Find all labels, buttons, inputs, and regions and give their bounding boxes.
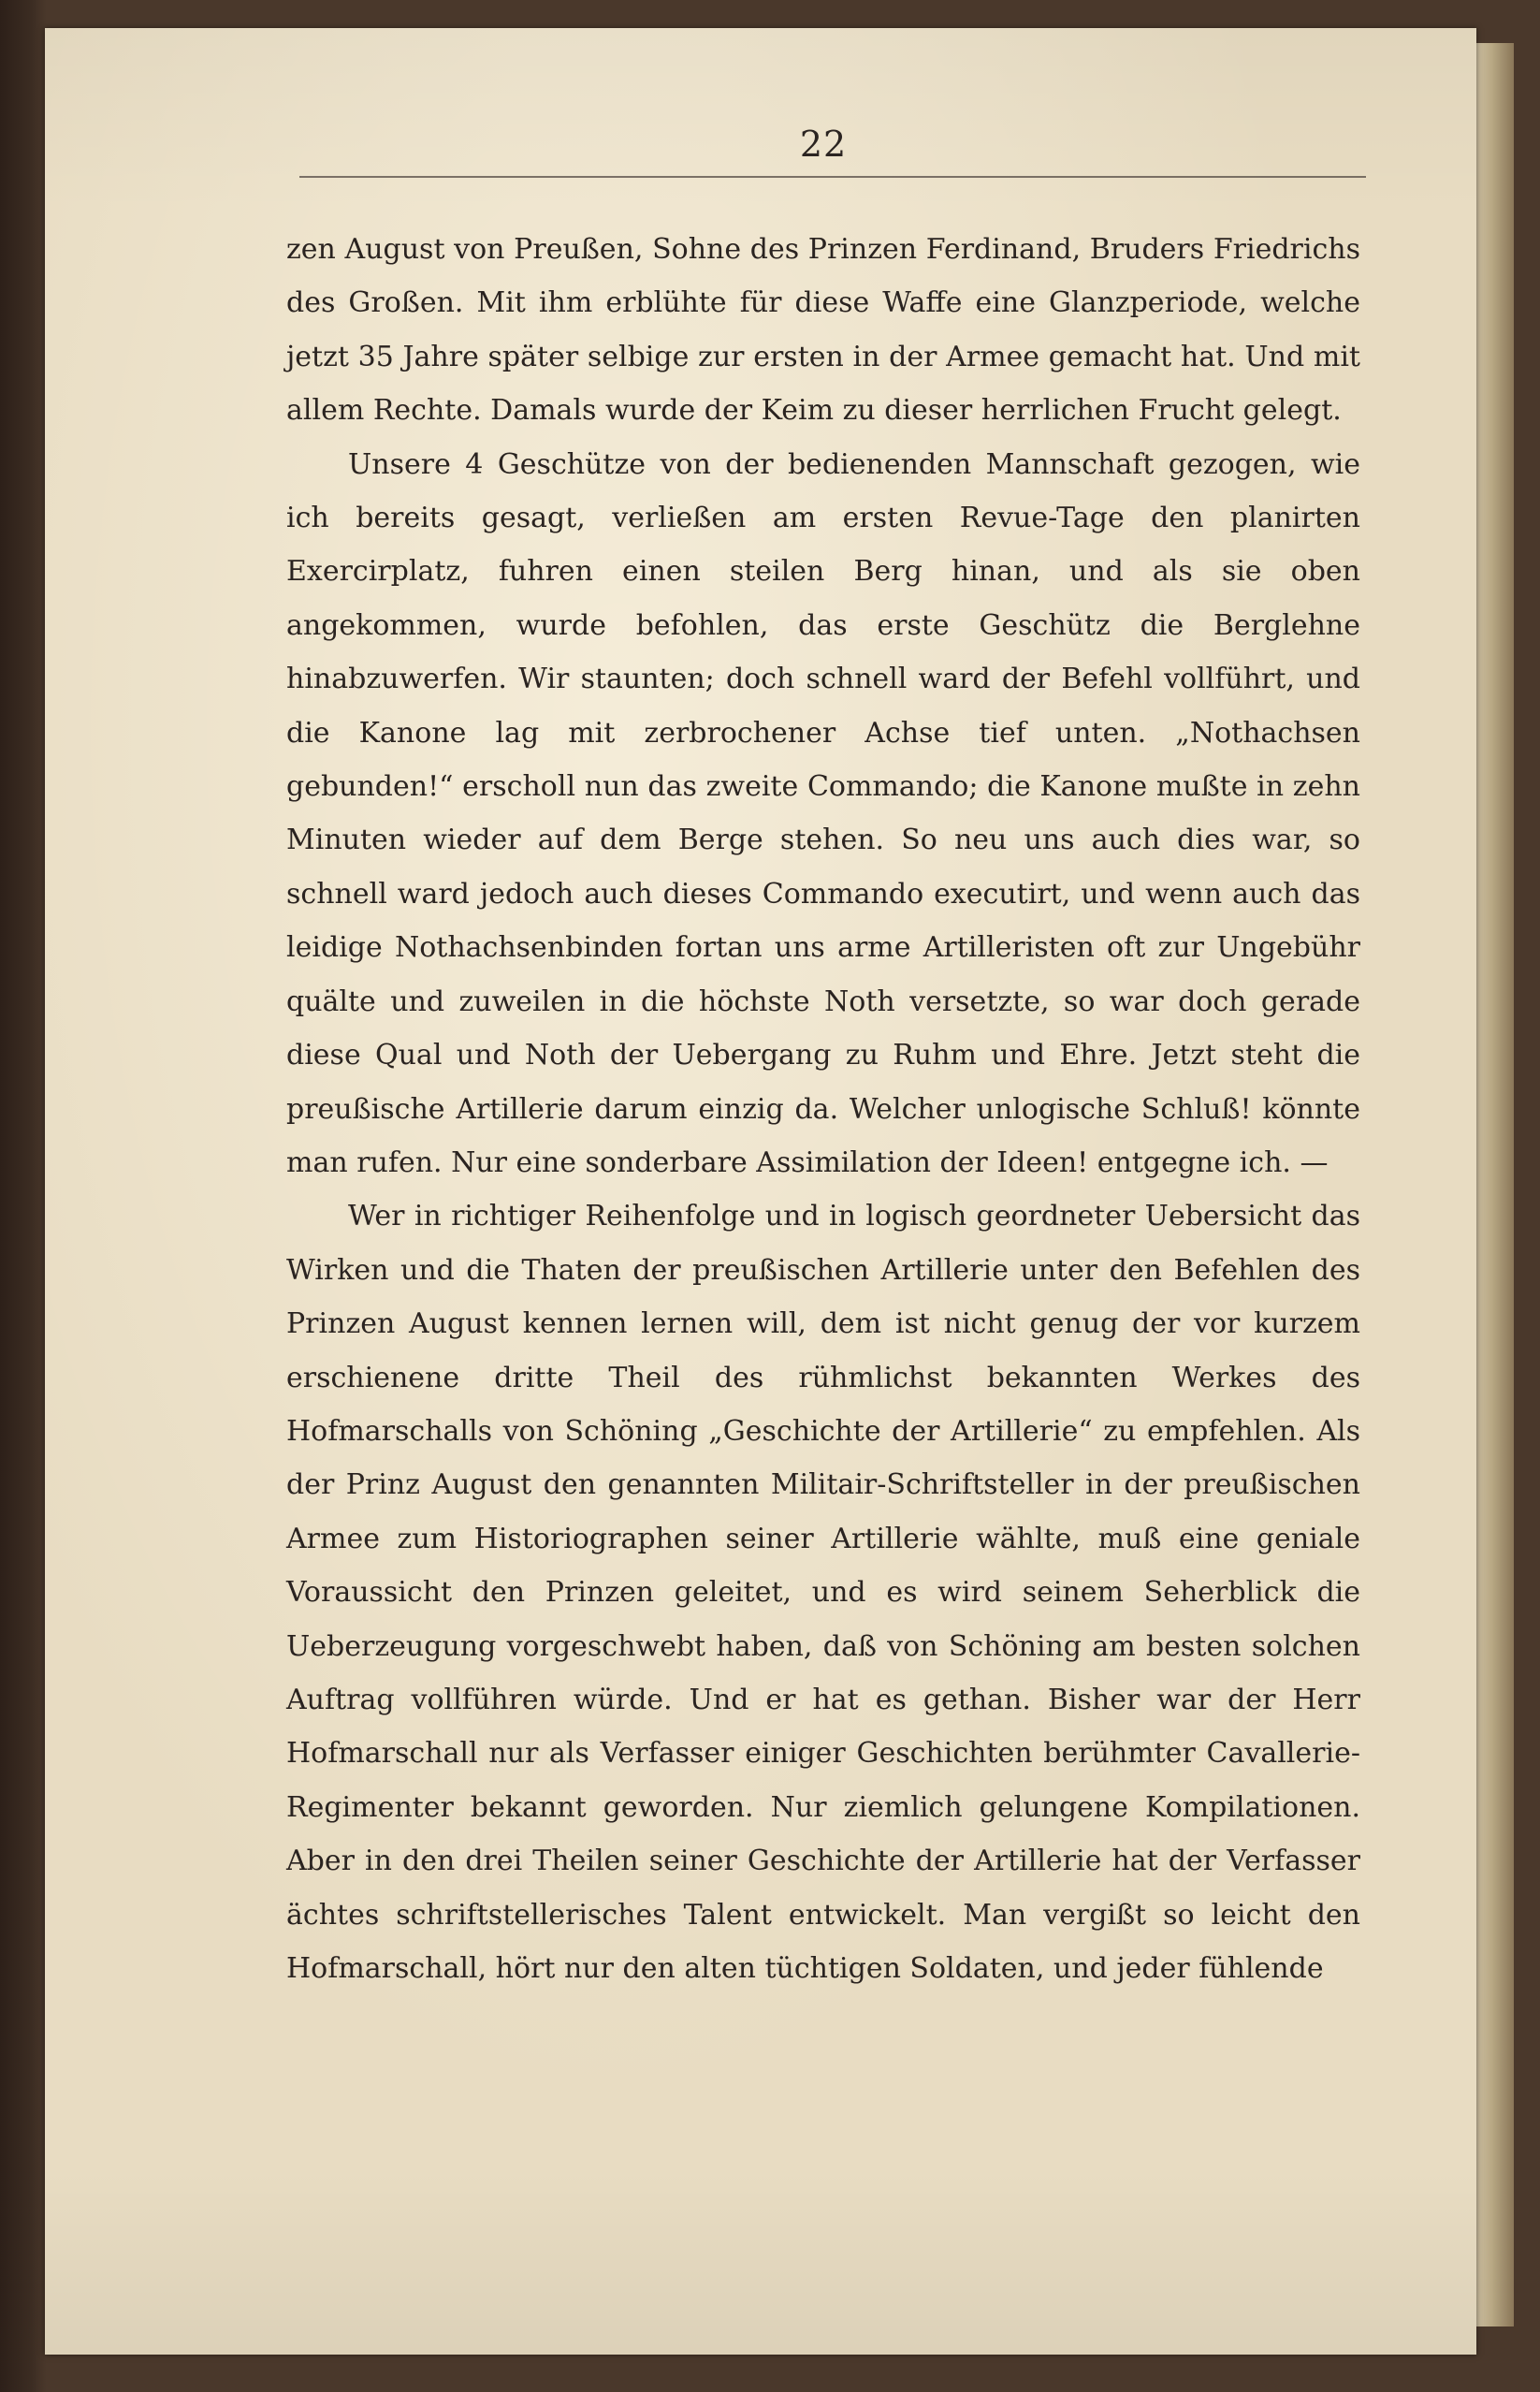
header-rule [299,176,1366,178]
page-edge [1476,43,1514,2326]
body-text [286,223,1360,1995]
page-number: 22 [799,124,848,165]
paragraph-3: Wer in richtiger Reihenfolge und in logisch geordneter Uebersicht das Wirken und die Thaten der preußischen Artillerie unter den Befehlen des Prinzen August kennen lernen will, dem ist nicht genug der vor kurzem erschienene dritte Theil des rühmlichst bekannten Werkes des Hofmarschalls von Schöning „Geschichte der Artillerie“ zu empfehlen. Als der Prinz August den genannten Militair-Schriftsteller in der preußischen Armee zum Historiographen seiner Artillerie wählte, muß eine geniale Voraussicht den Prinzen geleitet, und es wird seinem Seherblick die Ueberzeugung vorgeschwebt haben, daß von Schöning am besten solchen Auftrag vollführen würde. Und er hat es gethan. Bisher war der Herr Hofmarschall nur als Verfasser einiger Geschichten berühmter Cavallerie-Regimenter bekannt geworden. Nur ziemlich gelungene Kompilationen. Aber in den drei Theilen seiner Geschichte der Artillerie hat der Verfasser ächtes schriftstellerisches Talent entwickelt. Man vergißt so leicht den Hofmarschall, hört nur den alten tüchtigen Soldaten, und jeder fühlende [286,1200,1360,1985]
paragraph-1: zen August von Preußen, Sohne des Prinzen Ferdinand, Bruders Friedrichs des Großen. Mit ihm erblühte für diese Waffe eine Glanzperiode, welche jetzt 35 Jahre später selbige zur ersten in der Armee gemacht hat. Und mit allem Rechte. Damals wurde der Keim zu dieser herrlichen Frucht gelegt. [286,233,1360,428]
paragraph-2: Unsere 4 Geschütze von der bedienenden Mannschaft gezogen, wie ich bereits gesagt, verließen am ersten Revue-Tage den planirten Exercirplatz, fuhren einen steilen Berg hinan, und als sie oben angekommen, wurde befohlen, das erste Geschütz die Berglehne hinabzuwerfen. Wir staunten; doch schnell ward der Befehl vollführt, und die Kanone lag mit zerbrochener Achse tief unten. „Nothachsen gebunden!“ erscholl nun das zweite Commando; die Kanone mußte in zehn Minuten wieder auf dem Berge stehen. So neu uns auch dies war, so schnell ward jedoch auch dieses Commando executirt, und wenn auch das leidige Nothachsenbinden fortan uns arme Artilleristen oft zur Ungebühr quälte und zuweilen in die höchste Noth versetzte, so war doch gerade diese Qual und Noth der Uebergang zu Ruhm und Ehre. Jetzt steht die preußische Artillerie darum einzig da. Welcher unlogische Schluß! könnte man rufen. Nur eine sonderbare Assimilation der Ideen! entgegne ich. — [286,447,1360,1179]
